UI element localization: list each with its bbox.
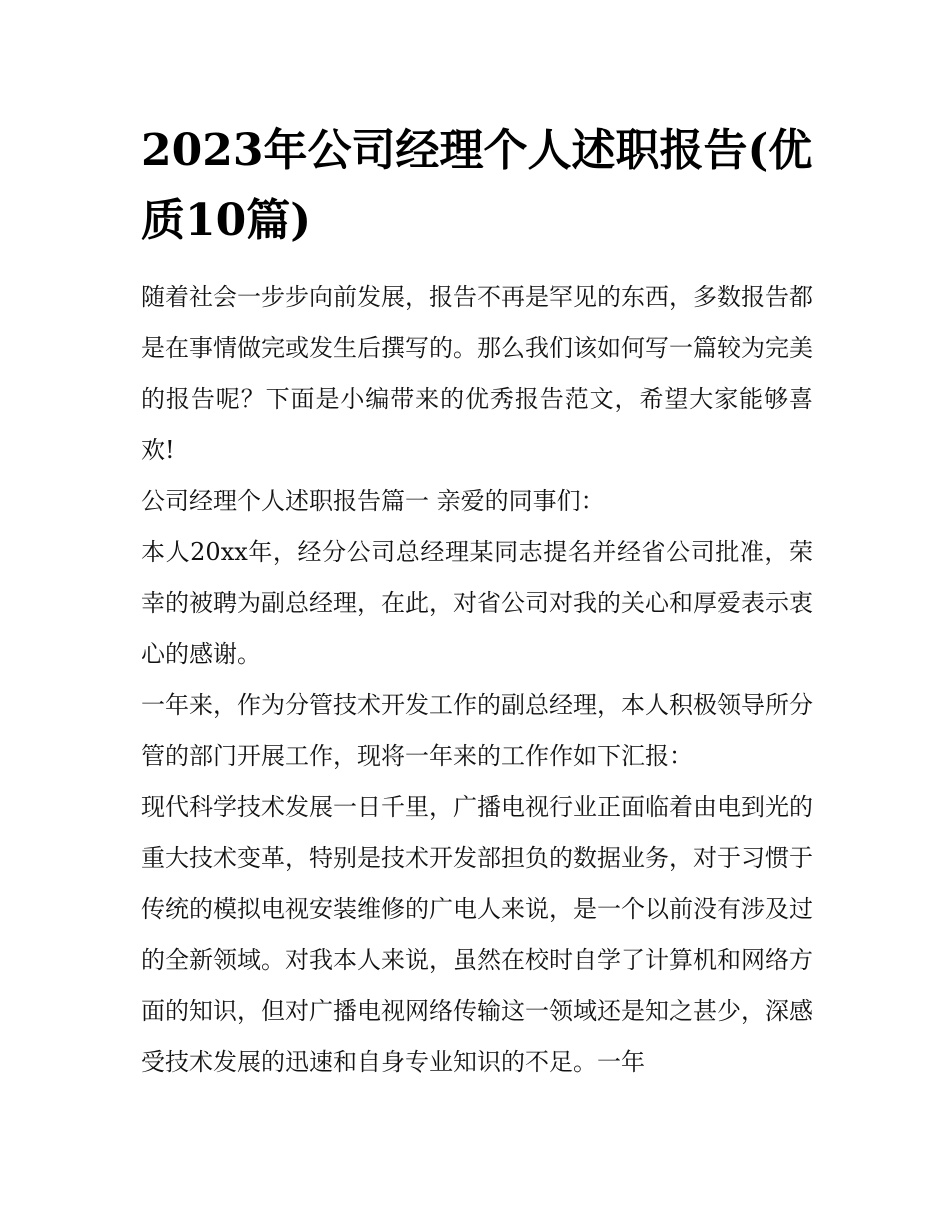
document-title: 2023年公司经理个人述职报告(优质10篇) [141,125,813,246]
body-paragraph: 现代科学技术发展一日千里，广播电视行业正面临着由电到光的重大技术变革，特别是技术开发部担负的数据业务，对于习惯于传统的模拟电视安装维修的广电人来说，是一个以前没有涉及过的全新领域。对我本人来说，虽然在校时自学了计算机和网络方面的知识，但对广播电视网络传输这一领域还是知之甚少，深感受技术发展的迅速和自身专业知识的不足。一年 [141,793,813,1076]
intro-paragraph: 随着社会一步步向前发展，报告不再是罕见的东西，多数报告都是在事情做完或发生后撰写的。那么我们该如何写一篇较为完美的报告呢？下面是小编带来的优秀报告范文，希望大家能够喜欢! [141,283,813,464]
paragraph-list [141,272,813,1088]
document-body [141,116,813,1088]
section-heading-paragraph: 公司经理个人述职报告篇一 亲爱的同事们： [141,487,605,515]
body-paragraph: 一年来，作为分管技术开发工作的副总经理，本人积极领导所分管的部门开展工作，现将一年来的工作作如下汇报： [141,691,813,770]
body-paragraph: 本人20xx年，经分公司总经理某同志提名并经省公司批准，荣幸的被聘为副总经理，在此，对省公司对我的关心和厚爱表示衷心的感谢。 [141,538,813,668]
